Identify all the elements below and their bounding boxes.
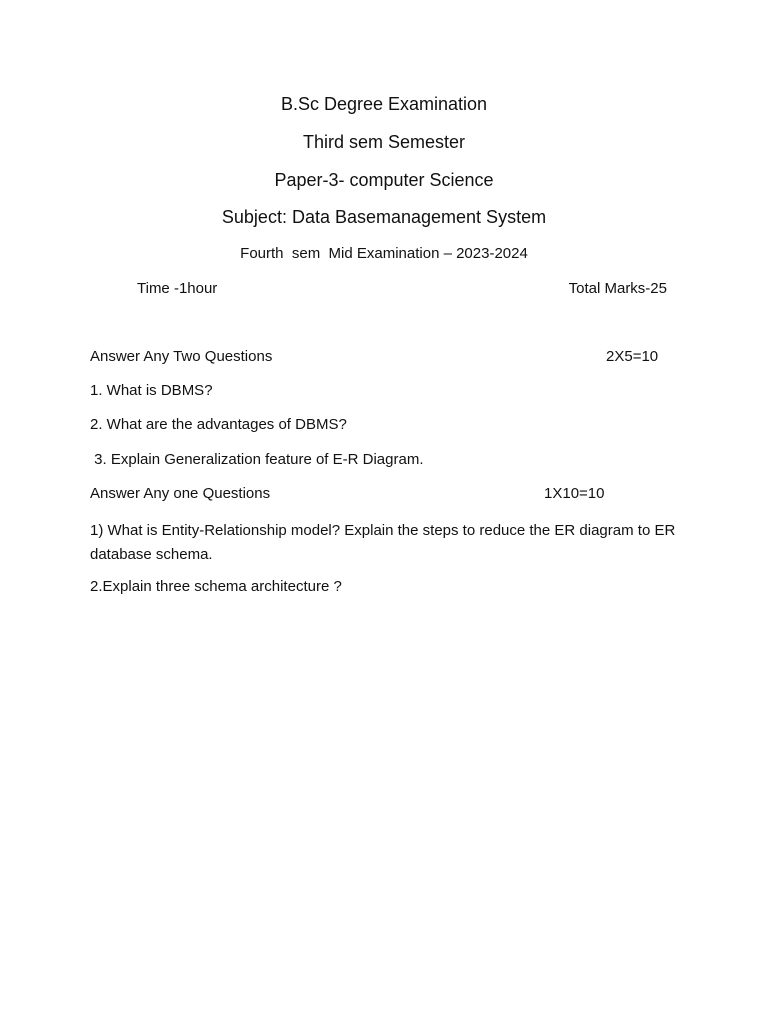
subject-line: Subject: Data Basemanagement System xyxy=(221,207,547,227)
section-b-question: 2.Explain three schema architecture ? xyxy=(90,578,342,595)
section-a-question: 1. What is DBMS? xyxy=(90,382,213,399)
section-b-question: 1) What is Entity-Relationship model? Explain the steps to reduce the ER diagram to ER database schema. xyxy=(90,522,676,563)
total-marks-label: Total Marks-25 xyxy=(568,280,667,297)
section-a-marks: 2X5=10 xyxy=(606,348,659,365)
section-b-instruction: Answer Any one Questions xyxy=(90,485,271,502)
time-label: Time -1hour xyxy=(137,280,218,297)
section-b-marks: 1X10=10 xyxy=(544,485,605,502)
paper-line: Paper-3- computer Science xyxy=(274,170,494,190)
section-a-question: 3. Explain Generalization feature of E-R Diagram. xyxy=(90,451,424,468)
semester-line: Third sem Semester xyxy=(302,132,466,152)
section-a-question: 2. What are the advantages of DBMS? xyxy=(90,416,347,433)
section-a-instruction: Answer Any Two Questions xyxy=(90,348,273,365)
exam-line: Fourth sem Mid Examination – 2023-2024 xyxy=(240,245,528,262)
degree-title: B.Sc Degree Examination xyxy=(280,94,488,114)
